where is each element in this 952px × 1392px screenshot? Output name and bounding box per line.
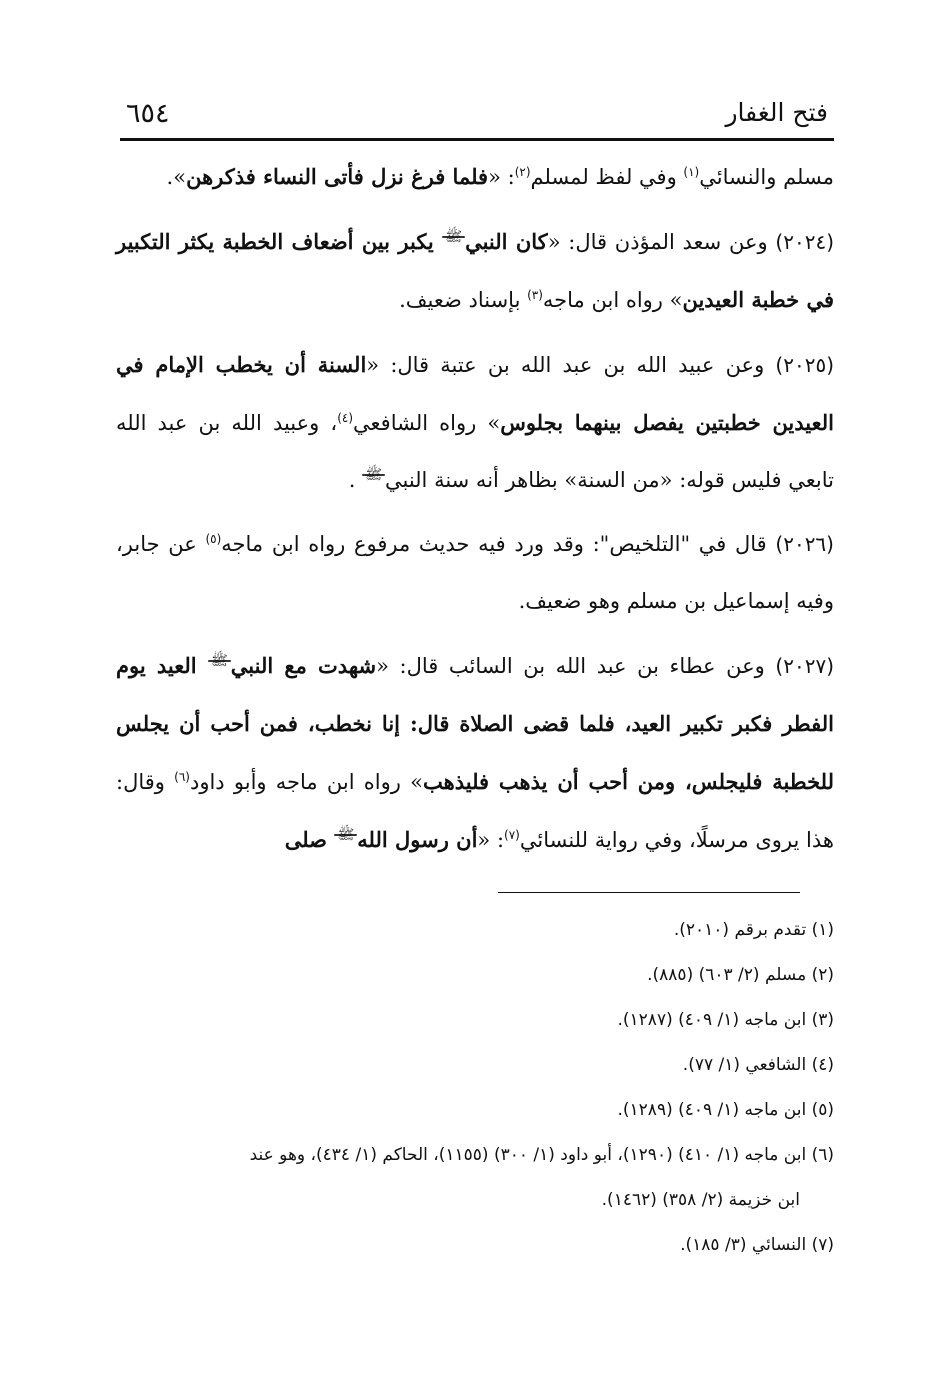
footnote-ref-1[interactable]: (١) (683, 165, 700, 179)
paragraph-2027 (116, 637, 834, 869)
hadith-text: أن رسول الله (357, 827, 478, 852)
paragraph-1 (116, 148, 834, 206)
text-span: بإسناد ضعيف. (399, 288, 528, 312)
footnote-ref-6[interactable]: (٦) (174, 770, 190, 784)
hadith-text: السنة أن يخطب الإمام في العيدين خطبتين يفصل بينهما بجلوس (116, 352, 834, 435)
text-span: وقال: هذا يروى مرسلًا، وفي رواية للنسائي (116, 770, 834, 852)
text-span: ». (166, 165, 187, 189)
text-span: وعن عبيد الله بن عبد الله بن عتبة قال: « (366, 353, 776, 377)
hadith-text: العيد يوم الفطر فكبر تكبير العيد، فلما قضى الصلاة قال: إنا نخطب، فمن أحب أن يجلس للخطبة فليجلس، ومن أحب أن يذهب فليذهب (116, 653, 835, 794)
paragraph-2025 (116, 336, 834, 509)
footnote-5: (٥) ابن ماجه (١/ ٤٠٩) (١٢٨٩). (617, 1100, 834, 1120)
footnote-divider (498, 892, 800, 893)
hadith-number: (٢٠٢٤) (775, 230, 834, 254)
text-span: : « (477, 828, 505, 852)
text-span: وفي لفظ لمسلم (530, 165, 684, 189)
text-span: وعن عطاء بن عبد الله بن السائب قال: « (376, 654, 776, 678)
footnote-ref-2[interactable]: (٢) (514, 165, 531, 179)
footnote-ref-4[interactable]: (٤) (337, 411, 354, 425)
salawat-glyph-icon: ﷺ (208, 660, 231, 662)
footnote-3: (٣) ابن ماجه (١/ ٤٠٩) (١٢٨٧). (617, 1010, 834, 1030)
hadith-text: شهدت مع النبي (230, 653, 377, 678)
hadith-number: (٢٠٢٧) (775, 654, 834, 678)
footnote-6: (٦) ابن ماجه (١/ ٤١٠) (١٢٩٠)، أبو داود (١/ ٣٠٠) (١١٥٥)، الحاكم (١/ ٤٣٤)، وهو عند (249, 1145, 834, 1165)
hadith-number: (٢٠٢٥) (775, 353, 834, 377)
book-title: فتح الغفار (725, 98, 828, 127)
hadith-text: صلى (284, 827, 335, 852)
text-span: . (348, 468, 363, 492)
footnote-ref-7[interactable]: (٧) (504, 828, 520, 842)
main-text (116, 148, 834, 876)
text-span: ، وعبيد الله بن عبد الله تابعي فليس قوله: «من السنة» بظاهر أنه سنة النبي (116, 411, 834, 492)
hadith-text: يكبر بين أضعاف الخطبة يكثر التكبير في خطبة العيدين (116, 229, 834, 312)
page-number: ٦٥٤ (126, 98, 170, 129)
footnote-4: (٤) الشافعي (١/ ٧٧). (682, 1055, 834, 1075)
footnote-ref-3[interactable]: (٣) (527, 288, 543, 302)
hadith-text: فلما فرغ نزل فأتى النساء فذكرهن (186, 164, 489, 189)
text-span: مسلم والنسائي (699, 165, 834, 189)
footnote-6-continued: ابن خزيمة (٢/ ٣٥٨) (١٤٦٢). (601, 1190, 800, 1210)
page-header (120, 96, 834, 141)
text-span: قال في "التلخيص": وقد ورد فيه حديث مرفوع رواه ابن ماجه (221, 532, 776, 556)
footnote-ref-5[interactable]: (٥) (205, 532, 222, 546)
text-span: وعن سعد المؤذن قال: « (547, 230, 776, 254)
paragraph-2024 (116, 213, 834, 329)
text-span: عن جابر، وفيه إسماعيل بن مسلم وهو ضعيف. (116, 532, 834, 613)
footnotes (116, 908, 834, 1268)
paragraph-2026 (116, 516, 834, 630)
footnote-1: (١) تقدم برقم (٢٠١٠). (673, 920, 834, 940)
text-span: » رواه ابن ماجه وأبو داود (189, 770, 424, 794)
salawat-glyph-icon: ﷺ (362, 474, 385, 476)
hadith-number: (٢٠٢٦) (775, 532, 834, 556)
hadith-text: كان النبي (465, 229, 548, 254)
footnote-7: (٧) النسائي (٣/ ١٨٥). (680, 1235, 834, 1255)
text-span: » رواه الشافعي (353, 411, 501, 435)
text-span: : « (488, 165, 515, 189)
salawat-glyph-icon: ﷺ (442, 236, 465, 238)
salawat-glyph-icon: ﷺ (334, 834, 357, 836)
footnote-2: (٢) مسلم (٢/ ٦٠٣) (٨٨٥). (647, 965, 834, 985)
text-span: » رواه ابن ماجه (542, 288, 683, 312)
